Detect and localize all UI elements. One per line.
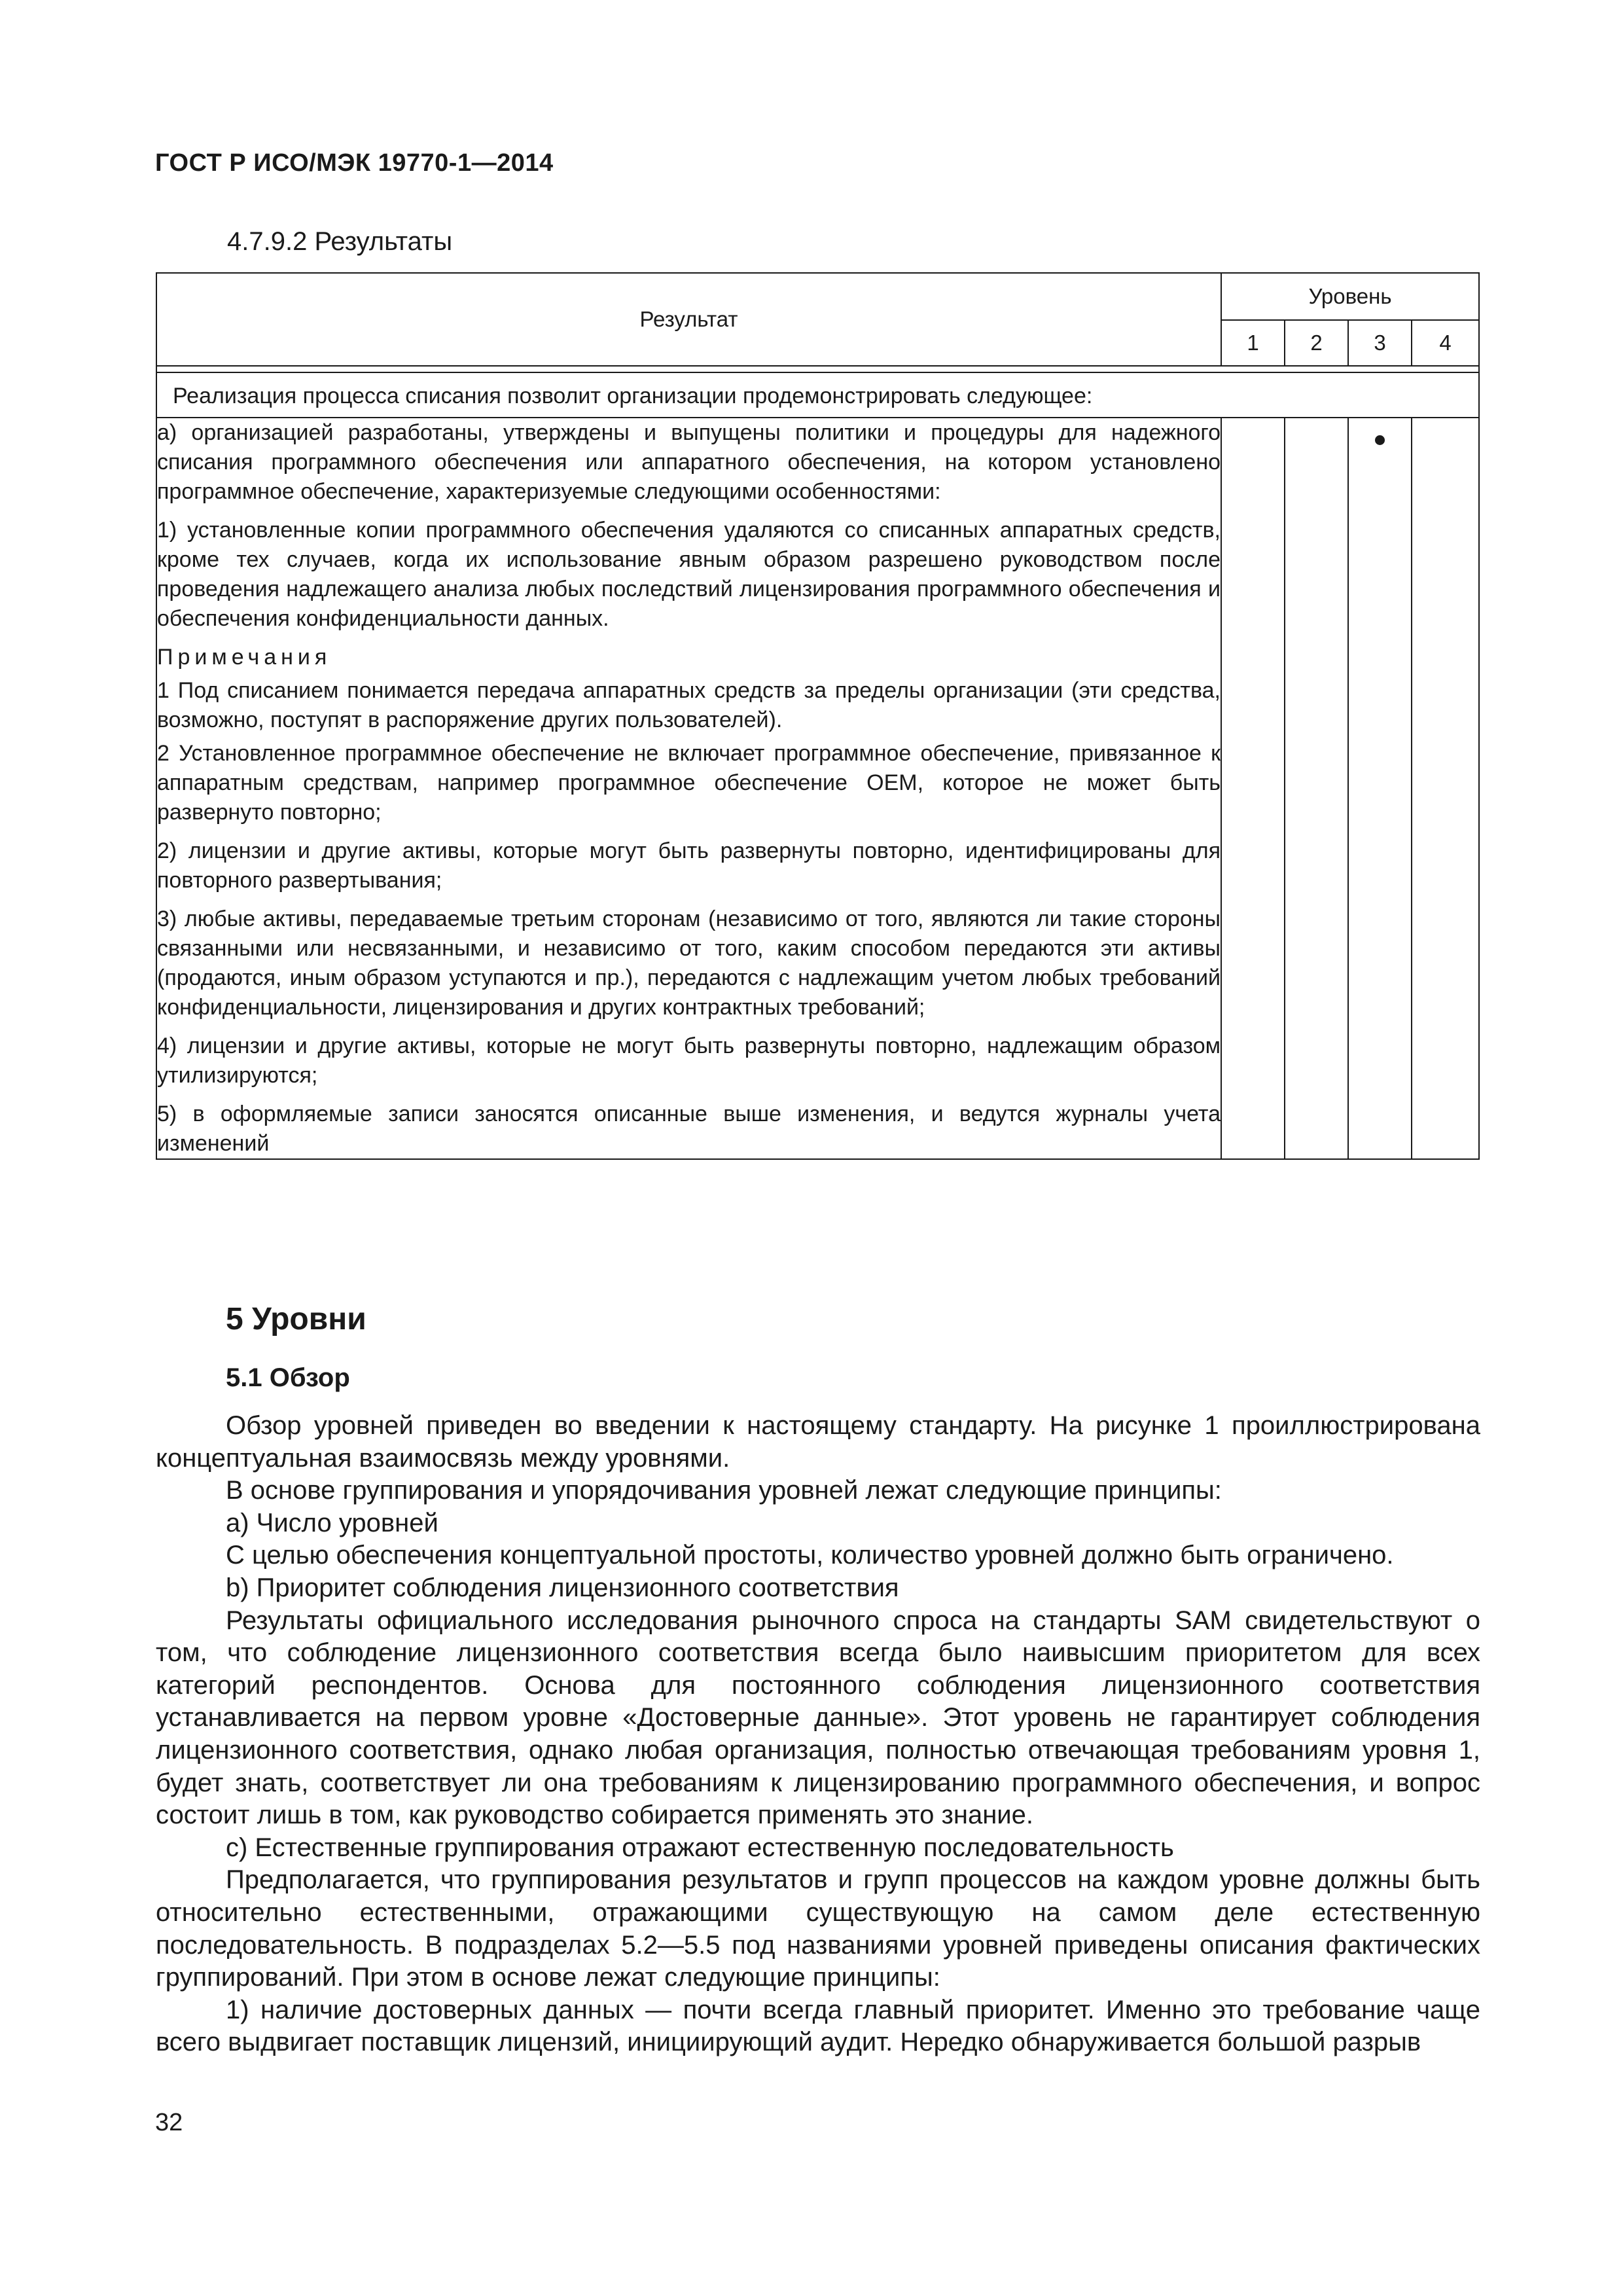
level-cell-4 xyxy=(1412,418,1479,1159)
item-3: 3) любые активы, передаваемые третьим сторонам (независимо от того, являются ли такие стороны связанными или несвязанными, и независимо от того, каким способом передаются эти активы (продаются, иным образом уступаются и пр.), передаются с надлежащим учетом любых требований конфиденциальности, лицензирования и других контрактных требований; xyxy=(157,906,1221,1020)
document-header: ГОСТ Р ИСО/МЭК 19770-1—2014 xyxy=(155,149,554,177)
paragraph: b) Приоритет соблюдения лицензионного соответствия xyxy=(226,1573,899,1602)
note-1: 1 Под списанием понимается передача аппаратных средств за пределы организации (эти средства, возможно, поступят в распоряжение других пользователей). xyxy=(157,678,1221,732)
column-header-result: Результат xyxy=(156,273,1221,366)
paragraph: Предполагается, что группирования результатов и групп процессов на каждом уровне должны быть относительно естественными, отражающими существующую на самом деле естественную последовательность. В подразделах 5.2—5.5 под названиями уровней приведены описания фактических группирований. При этом в основе лежат следующие принципы: xyxy=(156,1865,1480,1992)
notes-title: Примечания xyxy=(157,645,332,670)
table-content-cell xyxy=(156,418,1221,1159)
level-header-1: 1 xyxy=(1221,320,1285,366)
column-header-level: Уровень xyxy=(1221,273,1479,320)
level-header-2: 2 xyxy=(1285,320,1348,366)
table-intro-row: Реализация процесса списания позволит организации продемонстрировать следующее: xyxy=(156,372,1479,418)
paragraph: С целью обеспечения концептуальной простоты, количество уровней должно быть ограничено. xyxy=(226,1541,1394,1570)
level-cell-3 xyxy=(1348,418,1412,1159)
level-header-4: 4 xyxy=(1412,320,1479,366)
level-marker-dot xyxy=(1375,435,1385,445)
paragraph: а) Число уровней xyxy=(226,1508,438,1537)
section-body xyxy=(156,1410,1480,2059)
results-table xyxy=(156,272,1480,1160)
level-cell-1 xyxy=(1221,418,1285,1159)
level-cell-2 xyxy=(1285,418,1348,1159)
subsection-title: 4.7.9.2 Результаты xyxy=(227,227,453,256)
paragraph: В основе группирования и упорядочивания уровней лежат следующие принципы: xyxy=(226,1476,1222,1505)
item-2: 2) лицензии и другие активы, которые могут быть развернуты повторно, идентифицированы для повторного развертывания; xyxy=(157,838,1221,893)
item-4: 4) лицензии и другие активы, которые не могут быть развернуты повторно, надлежащим образом утилизируются; xyxy=(157,1033,1221,1088)
note-2: 2 Установленное программное обеспечение не включает программное обеспечение, привязанное к аппаратным средствам, например программное обеспечение OEM, которое не может быть развернуто повторно; xyxy=(157,741,1221,825)
paragraph: Обзор уровней приведен во введении к настоящему стандарту. На рисунке 1 проиллюстрирована концептуальная взаимосвязь между уровнями. xyxy=(156,1411,1480,1473)
item-a: а) организацией разработаны, утверждены и выпущены политики и процедуры для надежного списания программного обеспечения или аппаратного обеспечения, на котором установлено программное обеспечение, характеризуемые следующими особенностями: xyxy=(157,420,1221,504)
paragraph: с) Естественные группирования отражают естественную последовательность xyxy=(226,1833,1174,1862)
section-heading: 5 Уровни xyxy=(226,1302,366,1336)
item-5: 5) в оформляемые записи заносятся описанные выше изменения, и ведутся журналы учета изменений xyxy=(157,1102,1221,1156)
item-1: 1) установленные копии программного обеспечения удаляются со списанных аппаратных средств, кроме тех случаев, когда их использование явным образом разрешено руководством после проведения надлежащего анализа любых последствий лицензирования программного обеспечения и обеспечения конфиденциальности данных. xyxy=(157,518,1221,631)
paragraph: Результаты официального исследования рыночного спроса на стандарты SAM свидетельствуют о том, что соблюдение лицензионного соответствия всегда было наивысшим приоритетом для всех категорий респондентов. Основа для постоянного соблюдения лицензионного соответствия устанавливается на первом уровне «Достоверные данные». Этот уровень не гарантирует соблюдения лицензионного соответствия, однако любая организация, полностью отвечающая требованиям уровня 1, будет знать, соответствует ли она требованиям к лицензированию программного обеспечения, и вопрос состоит лишь в том, как руководство собирается применять это знание. xyxy=(156,1605,1480,1830)
level-header-3: 3 xyxy=(1348,320,1412,366)
paragraph: 1) наличие достоверных данных — почти всегда главный приоритет. Именно это требование чаще всего выдвигает поставщик лицензий, инициирующий аудит. Нередко обнаруживается большой разрыв xyxy=(156,1995,1480,2057)
page-number: 32 xyxy=(155,2109,183,2136)
subsection-heading: 5.1 Обзор xyxy=(226,1363,350,1392)
table-header-gap xyxy=(156,366,1479,372)
